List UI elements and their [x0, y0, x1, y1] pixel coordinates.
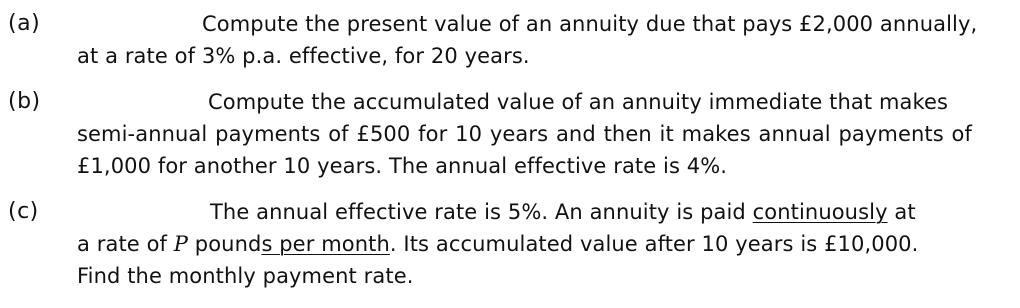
text-segment: at	[887, 200, 916, 224]
underlined-term-per-month: s per month	[261, 232, 390, 256]
problem-label: (c)	[8, 199, 39, 224]
problem-text-line: Compute the present value of an annuity due that pays £2,000 annually,	[202, 12, 978, 36]
underlined-term-continuously: continuously	[752, 200, 888, 224]
text-segment: a rate of	[77, 232, 174, 256]
problem-text-line: £1,000 for another 10 years. The annual effective rate is 4%.	[77, 154, 728, 178]
text-segment: pound	[188, 232, 262, 256]
problem-text-line: Compute the accumulated value of an annuity immediate that makes	[208, 90, 949, 114]
math-variable-p: P	[173, 232, 189, 256]
text-segment: The annual effective rate is 5%. An annuity is paid	[210, 200, 753, 224]
problem-label: (a)	[8, 11, 41, 36]
problem-text-line: semi-annual payments of £500 for 10 years and then it makes annual payments of	[77, 122, 972, 146]
text-segment: . Its accumulated value after 10 years is £10,000.	[389, 232, 919, 256]
problem-label: (b)	[8, 89, 41, 114]
problem-text-line	[210, 196, 916, 228]
problem-text-line: Find the monthly payment rate.	[77, 264, 414, 288]
problem-text-line	[77, 228, 918, 260]
problem-text-line: at a rate of 3% p.a. effective, for 20 years.	[77, 44, 530, 68]
